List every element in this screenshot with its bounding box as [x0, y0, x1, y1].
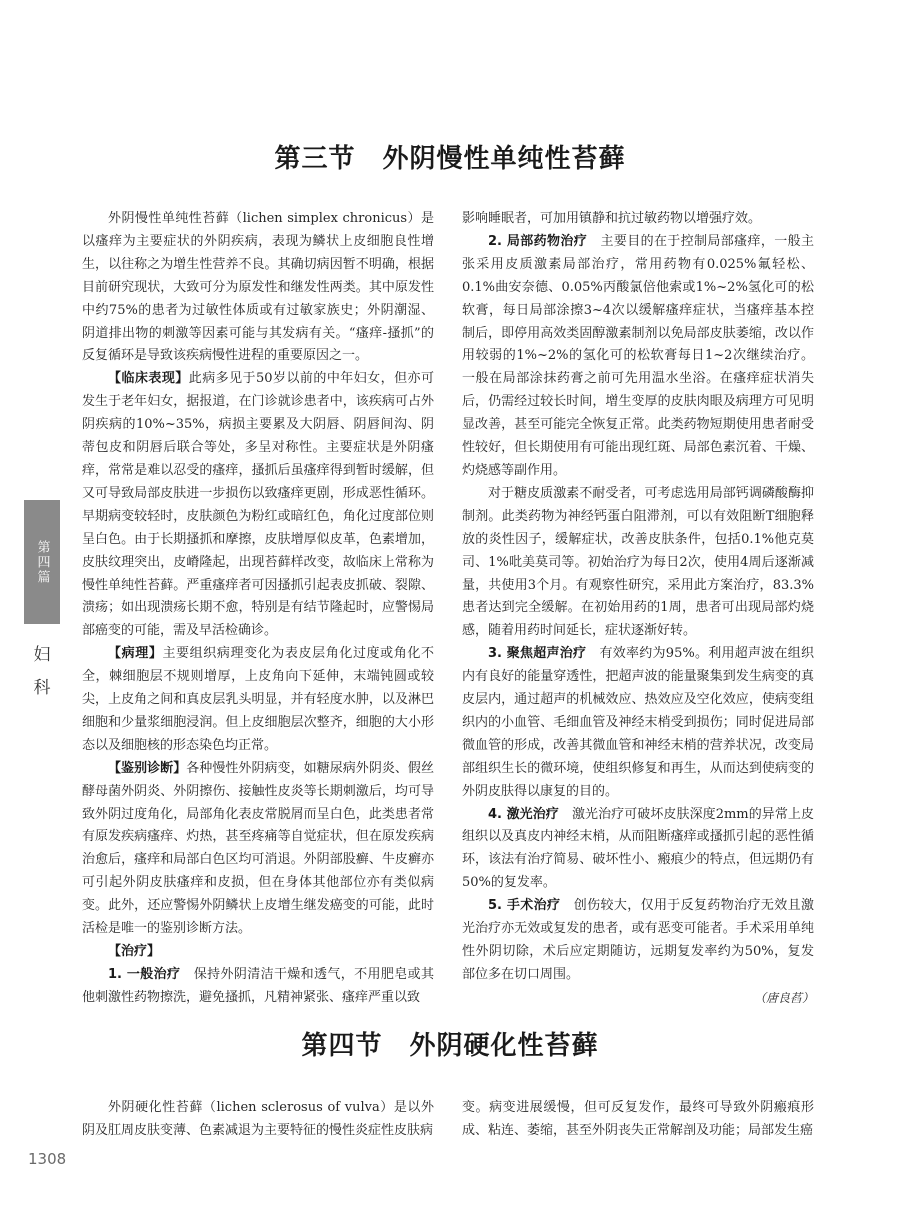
general-treatment-text: 保持外阴清洁干燥和透气，不用肥皂或其他刺激性药物擦洗，避免搔抓，凡精神紧张、瘙痒严重以致	[82, 966, 434, 1005]
section-4-left-column	[82, 1097, 434, 1143]
part-label: 第四篇	[34, 539, 50, 585]
surgical-treatment-text: 创伤较大，仅用于反复药物治疗无效且激光治疗亦无效或复发的患者，或有恶变可能者。手术采用单纯性外阴切除，术后应定期随访，远期复发率约为50%，复发部位多在切口周围。	[462, 898, 814, 982]
topical-treatment-text: 主要目的在于控制局部瘙痒，一般主张采用皮质激素局部治疗，常用药物有0.025%氟轻松、0.1%曲安奈德、0.05%丙酸氯倍他索或1%~2%氢化可的松软膏，每日局部涂擦3~4次以缓解瘙痒症状，当瘙痒基本控制后，即停用高效类固醇激素制剂以免局部皮肤萎缩，改以作用较弱的1%~2%的氢化可的松软膏每日1~2次继续治疗。一般在局部涂抹药膏之前可先用温水坐浴。在瘙痒症状消失后，仍需经过较长时间，增生变厚的皮肤肉眼及病理方可见明显改善，甚至可能完全恢复正常。此类药物短期使用患者耐受性较好，但长期使用有可能出现红斑、局部色素沉着、干燥、灼烧感等副作用。	[462, 233, 814, 478]
surgical-treatment-paragraph	[462, 895, 814, 987]
differential-text: 各种慢性外阴病变，如糖尿病外阴炎、假丝酵母菌外阴炎、外阴擦伤、接触性皮炎等长期刺激后，均可导致外阴过度角化，局部角化表皮常脱屑而呈白色，此类患者常有原发疾病瘙痒、灼热，甚至疼痛等自觉症状，但在原发疾病治愈后，瘙痒和局部白色区均可消退。外阴部股癣、牛皮癣亦可引起外阴皮肤瘙痒和皮损，但在身体其他部位亦有类似病变。此外，还应警惕外阴鳞状上皮增生继发癌变的可能，此时活检是唯一的鉴别诊断方法。	[82, 760, 434, 937]
differential-paragraph	[82, 758, 434, 941]
section-3-left-column	[82, 208, 434, 1010]
subject-char-1: 妇	[33, 645, 51, 665]
continued-text: 影响睡眠者，可加用镇静和抗过敏药物以增强疗效。	[462, 211, 762, 226]
laser-treatment-paragraph	[462, 804, 814, 896]
ultrasound-treatment-paragraph	[462, 643, 814, 803]
section-4-intro-right: 变。病变进展缓慢，但可反复发作，最终可导致外阴瘢痕形成、粘连、萎缩，甚至外阴丧失正常解剖及功能；局部发生癌	[462, 1100, 814, 1138]
ultrasound-treatment-label: 3. 聚焦超声治疗	[488, 646, 587, 662]
section-4-intro-left: 外阴硬化性苔藓（lichen sclerosus of vulva）是以外阴及肛周皮肤变薄、色素减退为主要特征的慢性炎症性皮肤病	[82, 1100, 434, 1138]
topical-treatment-paragraph	[462, 231, 814, 483]
surgical-treatment-label: 5. 手术治疗	[488, 898, 561, 914]
topical-treatment-label: 2. 局部药物治疗	[488, 233, 588, 249]
treatment-tag: 【治疗】	[108, 944, 161, 959]
subject-char-2: 科	[33, 678, 51, 698]
ultrasound-treatment-text: 有效率约为95%。利用超声波在组织内有良好的能量穿透性，把超声波的能量聚集到发生病变的真皮层内，通过超声的机械效应、热效应及空化效应，使病变组织内的小血管、毛细血管及神经末梢受到损伤；同时促进局部微血管的形成，改善其微血管和神经末梢的营养状况，改变局部组织生长的微环境，使组织修复和再生，从而达到使病变的外阴皮肤得以康复的目的。	[462, 646, 814, 799]
laser-treatment-label: 4. 激光治疗	[488, 806, 559, 822]
section-4-heading: 第四节 外阴硬化性苔藓	[301, 1031, 599, 1061]
author-signature: （唐良萏）	[753, 990, 814, 1005]
general-treatment-label: 1. 一般治疗	[108, 966, 181, 982]
clinical-tag: 【临床表现】	[108, 371, 189, 387]
pathology-tag: 【病理】	[108, 646, 163, 662]
general-treatment-paragraph	[82, 964, 434, 1010]
calcineurin-paragraph: 对于糖皮质激素不耐受者，可考虑选用局部钙调磷酸酶抑制剂。此类药物为神经钙蛋白阻滞剂，可以有效阻断T细胞释放的炎性因子，缓解症状，改善皮肤条件，包括0.1%他克莫司、1%吡美莫司等。初始治疗为每日2次，使用4周后逐渐减量，共使用3个月。有观察性研究，采用此方案治疗，83.3%患者达到完全缓解。在初始用药的1周，患者可出现局部灼烧感，随着用药时间延长，症状逐渐好转。	[462, 485, 814, 639]
section-4-right-column	[462, 1097, 814, 1143]
pathology-text: 主要组织病理变化为表皮层角化过度或角化不全，棘细胞层不规则增厚，上皮角向下延伸，末端钝圆或较尖，上皮角之间和真皮层乳头明显，并有轻度水肿，以及淋巴细胞和少量浆细胞浸润。但上皮细胞层次整齐，细胞的大小形态以及细胞核的形态染色均正常。	[82, 646, 434, 753]
pathology-paragraph	[82, 643, 434, 758]
page-number: 1308	[28, 1150, 67, 1168]
section-3-right-column	[462, 208, 814, 1010]
intro-paragraph: 外阴慢性单纯性苔藓（lichen simplex chronicus）是以瘙痒为主要症状的外阴疾病，表现为鳞状上皮细胞良性增生，以往称之为增生性营养不良。其确切病因暂不明确，根据目前研究现状，大致可分为原发性和继发性两类。其中原发性中约75%的患者为过敏性体质或有过敏家族史；外阴潮湿、阴道排出物的刺激等因素可能与其发病有关。“瘙痒-搔抓”的反复循环是导致该疾病慢性进程的重要原因之一。	[82, 211, 434, 364]
differential-tag: 【鉴别诊断】	[108, 760, 187, 776]
laser-treatment-text: 激光治疗可破坏皮肤深度2mm的异常上皮组织以及真皮内神经末梢，从而阻断瘙痒或搔抓引起的恶性循环，该法有治疗简易、破坏性小、瘢痕少的特点，但远期仍有50%的复发率。	[462, 806, 814, 891]
subject-side-label	[24, 640, 60, 706]
clinical-text: 此病多见于50岁以前的中年妇女，但亦可发生于老年妇女，据报道，在门诊就诊患者中，该疾病可占外阴疾病的10%~35%，病损主要累及大阴唇、阴唇间沟、阴蒂包皮和阴唇后联合等处，多呈对称性。主要症状是外阴瘙痒，常常是难以忍受的瘙痒，搔抓后虽瘙痒得到暂时缓解，但又可导致局部皮肤进一步损伤以致瘙痒更剧，形成恶性循环。早期病变较轻时，皮肤颜色为粉红或暗红色，角化过度部位则呈白色。由于长期搔抓和摩擦，皮肤增厚似皮革，色素增加，皮肤纹理突出，皮嵴隆起，出现苔藓样改变，故临床上常称为慢性单纯性苔藓。严重瘙痒者可因搔抓引起表皮抓破、裂隙、溃疡；如出现溃疡长期不愈，特别是有结节隆起时，应警惕局部癌变的可能，需及早活检确诊。	[82, 371, 434, 639]
clinical-paragraph	[82, 368, 434, 643]
section-3-heading: 第三节 外阴慢性单纯性苔藓	[274, 144, 626, 174]
part-side-tab	[24, 500, 60, 624]
treatment-heading-paragraph	[82, 941, 434, 964]
